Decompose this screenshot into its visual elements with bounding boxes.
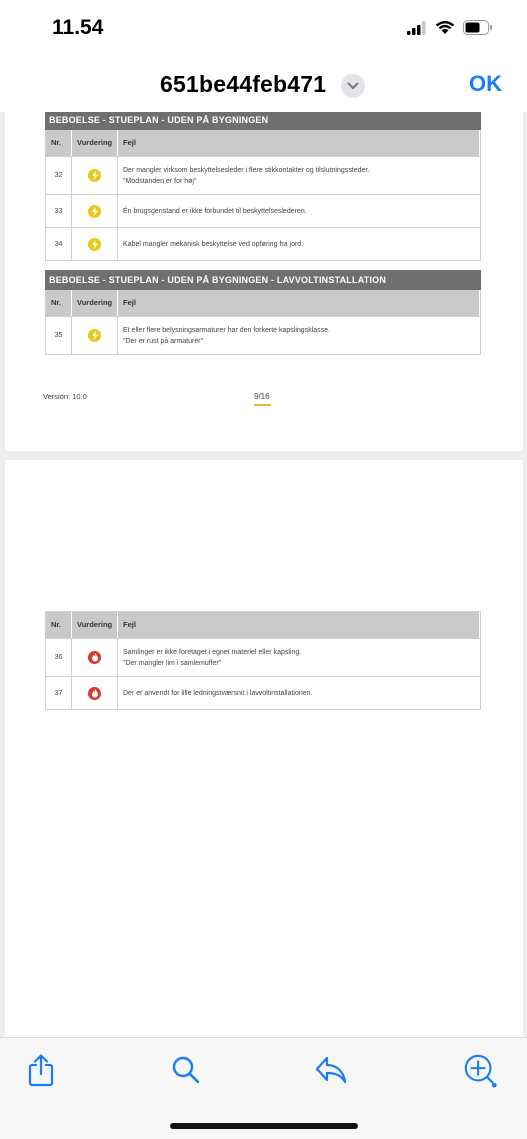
row-number: 33: [46, 195, 72, 227]
table-row: [46, 638, 480, 676]
markup-icon: [462, 1051, 498, 1089]
pdf-page: [5, 460, 523, 1037]
lightning-icon: [88, 169, 101, 182]
reply-button[interactable]: [313, 1052, 349, 1088]
table-header: [46, 612, 480, 638]
rating-cell: [72, 228, 118, 260]
defect-text-line: Én brugsgenstand er ikke forbundet til beskyttelseslederen.: [123, 207, 307, 215]
signal-icon: [407, 21, 427, 40]
defect-table: [45, 130, 481, 261]
title-menu-button[interactable]: [341, 74, 365, 98]
row-number: 32: [46, 157, 72, 194]
column-header-nr: Nr.: [46, 612, 72, 638]
row-number: 37: [46, 677, 72, 709]
row-number: 34: [46, 228, 72, 260]
rating-cell: [72, 195, 118, 227]
markup-button[interactable]: [462, 1052, 498, 1088]
rating-cell: [72, 677, 118, 709]
defect-text-line: Et eller flere belysningsarmaturer har den forkerte kapslingsklasse.: [123, 326, 330, 334]
section-title: BEBOELSE - STUEPLAN - UDEN PÅ BYGNINGEN: [45, 112, 481, 130]
pdf-page: [5, 112, 523, 451]
defect-table: [45, 290, 481, 355]
defect-description: [118, 157, 480, 194]
defect-description: [118, 639, 480, 676]
defect-text-line: "Der er rust på armaturer": [123, 337, 204, 345]
footer-underline: [254, 404, 271, 406]
footer-page-number: 9/16: [254, 392, 270, 401]
status-time: 11.54: [52, 16, 104, 39]
defect-description: [118, 677, 480, 709]
defect-description: [118, 228, 480, 260]
home-indicator: [170, 1123, 358, 1129]
flame-icon: [88, 687, 101, 700]
chevron-down-icon: [347, 82, 359, 90]
defect-text-line: Kabel mangler mekanisk beskyttelse ved opføring fra jord.: [123, 240, 304, 248]
ok-button[interactable]: OK: [469, 71, 502, 96]
search-button[interactable]: [168, 1052, 204, 1088]
search-icon: [171, 1055, 201, 1085]
table-row: [46, 156, 480, 194]
defect-text-line: Der mangler virksom beskyttelsesleder i flere stikkontakter og tilslutningssteder.: [123, 166, 370, 174]
status-icons: [407, 20, 493, 40]
column-header-vurdering: Vurdering: [72, 130, 118, 156]
column-header-fejl: Fejl: [118, 290, 480, 316]
rating-cell: [72, 157, 118, 194]
column-header-vurdering: Vurdering: [72, 290, 118, 316]
document-header: [0, 58, 527, 112]
defect-description: [118, 317, 480, 354]
document-viewer[interactable]: [0, 112, 527, 1037]
defect-text-line: "Modstanden er for høj": [123, 177, 197, 185]
defect-text-line: Samlinger er ikke foretaget i egnet materiel eller kapsling.: [123, 648, 302, 656]
status-bar: [0, 0, 527, 58]
reply-icon: [314, 1055, 348, 1085]
share-button[interactable]: [23, 1052, 59, 1088]
wifi-icon: [435, 20, 455, 40]
flame-icon: [88, 651, 101, 664]
row-number: 36: [46, 639, 72, 676]
column-header-fejl: Fejl: [118, 612, 480, 638]
table-header: [46, 290, 480, 316]
table-row: [46, 676, 480, 709]
battery-icon: [463, 20, 493, 40]
defect-text-line: "Der mangler lim i samlemuffer": [123, 659, 222, 667]
table-row: [46, 227, 480, 260]
lightning-icon: [88, 329, 101, 342]
column-header-nr: Nr.: [46, 290, 72, 316]
table-header: [46, 130, 480, 156]
table-row: [46, 194, 480, 227]
document-title[interactable]: 651be44feb471: [160, 71, 327, 97]
column-header-fejl: Fejl: [118, 130, 480, 156]
section-title: BEBOELSE - STUEPLAN - UDEN PÅ BYGNINGEN - LAVVOLTINSTALLATION: [45, 270, 481, 290]
rating-cell: [72, 317, 118, 354]
column-header-nr: Nr.: [46, 130, 72, 156]
lightning-icon: [88, 238, 101, 251]
share-icon: [27, 1053, 55, 1087]
defect-description: [118, 195, 480, 227]
bottom-toolbar: [0, 1037, 527, 1139]
footer-version: Version: 10.0: [43, 392, 87, 401]
rating-cell: [72, 639, 118, 676]
lightning-icon: [88, 205, 101, 218]
column-header-vurdering: Vurdering: [72, 612, 118, 638]
row-number: 35: [46, 317, 72, 354]
table-row: [46, 316, 480, 354]
defect-table: [45, 611, 481, 710]
defect-text-line: Der er anvendt for lille ledningstværsnit i lavvoltinstallationen.: [123, 689, 313, 697]
